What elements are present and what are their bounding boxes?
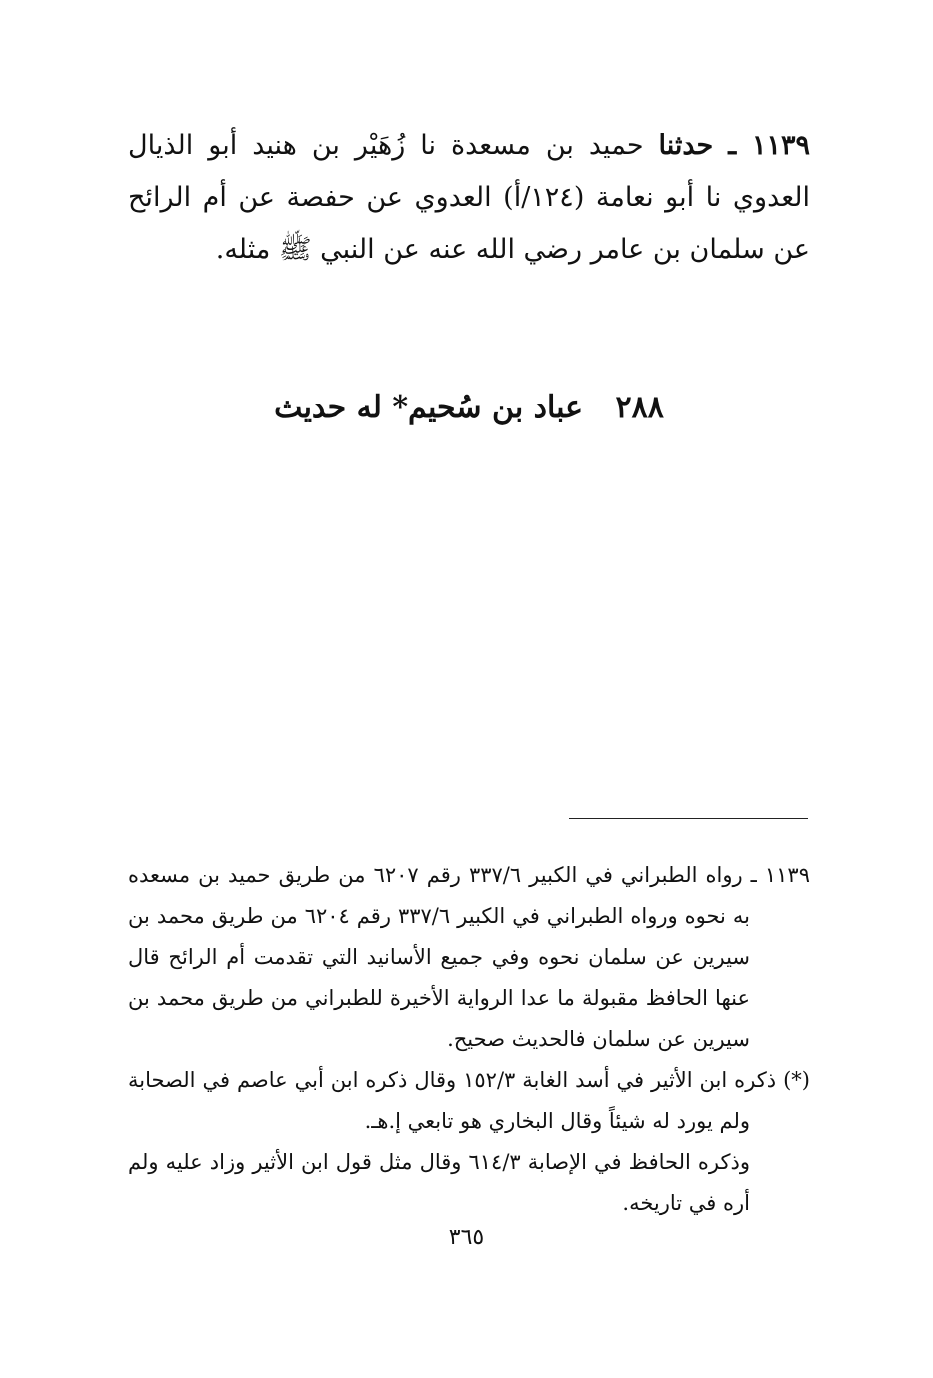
- section-number: ٢٨٨: [615, 390, 664, 425]
- section-heading: [128, 380, 810, 436]
- footnote-text: رواه الطبراني في الكبير ٣٣٧/٦ رقم ٦٢٠٧ من طريق حميد بن مسعده به نحوه ورواه الطبراني في الكبير ٣٣٧/٦ رقم ٦٢٠٤ من طريق محمد بن سيرين عن سلمان نحوه وفي جميع الأسانيد التي تقدمت أم الرائح قال عنها الحافظ مقبولة ما عدا الرواية الأخيرة للطبراني من طريق محمد بن سيرين عن سلمان فالحديث صحيح.: [128, 863, 750, 1051]
- footnote-text: ذكره ابن الأثير في أسد الغابة ١٥٢/٣ وقال ذكره ابن أبي عاصم في الصحابة ولم يورد له شيئاً وقال البخاري هو تابعي إ.هـ.: [128, 1068, 777, 1133]
- footnote-divider: [569, 818, 808, 819]
- hadith-paragraph: [128, 120, 810, 276]
- footnote-1139: [128, 855, 810, 1060]
- section-title: عباد بن سُحيم* له حديث: [274, 390, 584, 425]
- footnotes: [128, 855, 810, 1224]
- footnote-text: وذكره الحافظ في الإصابة ٦١٤/٣ وقال مثل قول ابن الأثير وزاد عليه ولم أره في تاريخه.: [128, 1150, 750, 1215]
- footnote-continuation: [128, 1142, 810, 1224]
- hadith-lead-word: حدثنا: [658, 130, 714, 161]
- hadith-number: ١١٣٩ ـ: [728, 130, 810, 161]
- hadith-text: حميد بن مسعدة نا زُهَيْر بن هنيد أبو الذيال العدوي نا أبو نعامة (١٢٤/أ) العدوي عن حفصة عن أم الرائح عن سلمان بن عامر رضي الله عنه عن النبي ﷺ مثله.: [128, 130, 810, 265]
- page-number: ٣٦٥: [448, 1225, 485, 1250]
- footnote-star: [128, 1060, 810, 1142]
- footnote-marker: ١١٣٩ ـ: [750, 863, 810, 887]
- footnote-marker: (*): [783, 1068, 810, 1092]
